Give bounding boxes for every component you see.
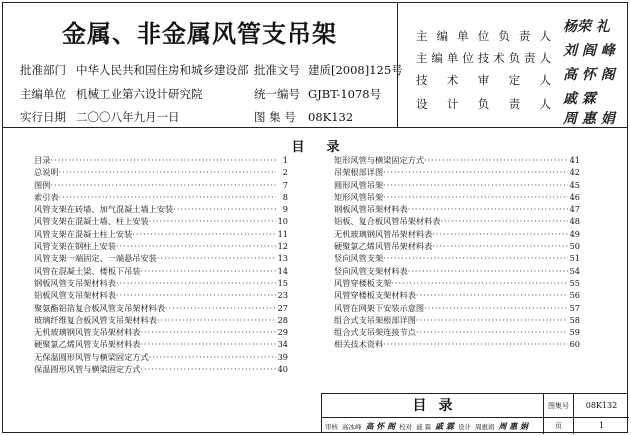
toc-item-page: 28: [277, 314, 288, 325]
responsible-role: 主编单位负责人: [416, 29, 551, 43]
toc-item[interactable]: [334, 302, 580, 314]
signature: 高 怀 阁: [563, 67, 615, 83]
toc-item[interactable]: [34, 351, 288, 363]
toc-item-page: 2: [282, 167, 288, 178]
toc-leader-dots: [383, 191, 567, 203]
toc-leader-dots: [383, 252, 567, 264]
signature: 周 惠 娟: [563, 111, 615, 127]
responsible-role: 主编单位技术负责人: [416, 51, 551, 65]
toc-item-page: 11: [277, 228, 288, 239]
title-block-signature: 戚 霖: [435, 421, 454, 431]
toc-leader-dots: [59, 166, 276, 178]
toc-item-page: 54: [569, 265, 580, 276]
signature: 戚 霖: [563, 91, 596, 107]
toc-leader-dots: [140, 326, 275, 338]
toc-item[interactable]: [334, 179, 580, 191]
effective-label: 实行日期: [20, 110, 66, 124]
toc-item-title: 风管支架在混凝土柱上安装: [34, 228, 133, 239]
editor: 机械工业第六设计研究院: [76, 87, 203, 101]
header-info-panel: [2, 2, 403, 128]
toc-item[interactable]: [334, 154, 580, 166]
toc-item[interactable]: [34, 314, 288, 326]
responsible-panel: [398, 2, 628, 128]
title-block-signature: 周 惠 娟: [498, 421, 529, 431]
toc-item-page: 57: [569, 302, 580, 313]
title-block-signature: 高 怀 阁: [365, 421, 396, 431]
toc-item[interactable]: [334, 215, 580, 227]
toc-item-title: 钢板风管吊架材料表: [334, 204, 408, 215]
toc-item-title: 矩形风管吊架: [334, 191, 384, 202]
atlas-title: 金属、非金属风管支吊架: [62, 20, 337, 48]
toc-item-page: 9: [282, 204, 288, 215]
toc-item-page: 51: [569, 253, 580, 264]
title-block-page-label: 页: [544, 418, 574, 434]
title-block: [321, 393, 628, 433]
toc-item-title: 风管穿楼板支架: [334, 277, 392, 288]
signature: 刘 阎 峰: [563, 43, 615, 59]
toc-item-page: 42: [569, 167, 580, 178]
toc-leader-dots: [383, 179, 567, 191]
toc-item[interactable]: [34, 166, 288, 178]
responsible-role: 设计负责人: [416, 97, 551, 111]
toc-item-page: 59: [569, 327, 580, 338]
toc-item-page: 27: [277, 302, 288, 313]
toc-item[interactable]: [334, 166, 580, 178]
toc-item[interactable]: [34, 215, 288, 227]
toc-leader-dots: [116, 240, 276, 252]
approval-dept: 中华人民共和国住房和城乡建设部: [76, 63, 249, 77]
title-block-atlas-no: 08K132: [574, 394, 629, 418]
title-block-signatures: [322, 418, 544, 434]
toc-item-title: 铝板风管支吊架材料表: [34, 290, 116, 301]
toc-left-column: [34, 154, 288, 375]
toc-item-page: 48: [569, 216, 580, 227]
toc-leader-dots: [132, 228, 275, 240]
toc-item-title: 风管支架一端固定、一端悬吊安装: [34, 253, 157, 264]
toc-item-title: 矩形风管与横梁固定方式: [334, 155, 425, 165]
toc-item-title: 圆形风管吊架: [334, 179, 384, 190]
toc-item[interactable]: [34, 154, 288, 166]
toc-item-title: 风管支架在钢柱上安装: [34, 241, 116, 252]
unified-no-label: 统一编号: [254, 87, 300, 101]
toc-item-title: 总说明: [34, 167, 59, 178]
toc-item-page: 46: [569, 191, 580, 202]
unified-no: GJBT-1078号: [308, 87, 382, 101]
toc-leader-dots: [440, 215, 567, 227]
toc-item[interactable]: [334, 289, 580, 301]
toc-item-title: 目录: [34, 155, 51, 165]
title-block-title: 目录: [322, 394, 544, 418]
title-block-person: 周惠娟: [474, 423, 495, 431]
title-block-role-label: 校对: [399, 423, 413, 431]
toc-item-page: 55: [569, 277, 580, 288]
atlas-no-label: 图 集 号: [254, 110, 296, 124]
toc-leader-dots: [140, 265, 275, 277]
toc-item[interactable]: [34, 179, 288, 191]
toc-item[interactable]: [334, 228, 580, 240]
toc-item[interactable]: [334, 203, 580, 215]
effective-date: 二〇〇八年九月一日: [76, 110, 180, 124]
toc-item[interactable]: [34, 191, 288, 203]
toc-leader-dots: [408, 203, 568, 215]
toc-item-page: 34: [277, 339, 288, 350]
title-block-person: 戚 霖: [416, 423, 432, 431]
toc-item[interactable]: [334, 314, 580, 326]
toc-leader-dots: [432, 240, 567, 252]
toc-item[interactable]: [334, 277, 580, 289]
toc-item-page: 12: [277, 241, 288, 252]
toc-item[interactable]: [34, 363, 288, 375]
toc-item-page: 45: [569, 179, 580, 190]
title-block-person: 高冰峰: [342, 423, 362, 431]
title-block-page: 1: [598, 421, 605, 430]
toc-leader-dots: [50, 179, 276, 191]
toc-item-title: 图例: [34, 179, 51, 190]
toc-leader-dots: [140, 338, 275, 350]
toc-item-title: 无保温圆形风管与横梁固定方式: [34, 351, 149, 362]
toc-leader-dots: [432, 228, 567, 240]
atlas-no: 08K132: [308, 110, 354, 124]
approval-no-label: 批准文号: [254, 63, 300, 77]
toc-item-page: 29: [277, 327, 288, 338]
toc-heading: 目录: [291, 140, 362, 155]
approval-dept-label: 批准部门: [20, 63, 66, 77]
toc-item[interactable]: [34, 265, 288, 277]
toc-item[interactable]: [34, 326, 288, 338]
toc-item-page: 14: [277, 265, 288, 276]
approval-no: 建质[2008]125号: [308, 63, 403, 77]
toc-leader-dots: [149, 215, 276, 227]
toc-leader-dots: [157, 252, 276, 264]
title-block-role-label: 审核: [325, 423, 338, 431]
toc-item[interactable]: [34, 338, 288, 350]
toc-leader-dots: [116, 277, 276, 289]
effective-row: [20, 109, 353, 125]
toc-leader-dots: [59, 191, 276, 203]
toc-item-page: 58: [569, 314, 580, 325]
toc-item[interactable]: [334, 326, 580, 338]
toc-item[interactable]: [34, 252, 288, 264]
toc-item-title: 相关技术资料: [334, 339, 384, 350]
toc-item[interactable]: [334, 252, 580, 264]
approval-row: [20, 62, 403, 78]
editor-label: 主编单位: [20, 87, 66, 101]
toc-item-title: 玻璃纤维复合板风管支吊架材料表: [34, 314, 157, 325]
toc-item-page: 7: [282, 179, 288, 190]
toc-item-title: 竖向风管支架材料表: [334, 265, 408, 276]
toc-leader-dots: [116, 289, 276, 301]
toc-right-column: [334, 154, 580, 351]
toc-item[interactable]: [334, 265, 580, 277]
toc-leader-dots: [173, 203, 276, 215]
toc-leader-dots: [416, 289, 568, 301]
toc-item[interactable]: [34, 277, 288, 289]
toc-item[interactable]: [34, 228, 288, 240]
toc-item-page: 8: [282, 191, 288, 202]
toc-item-page: 13: [277, 253, 288, 264]
toc-leader-dots: [383, 338, 567, 350]
title-block-atlas-label: 图集号: [544, 394, 574, 418]
toc-item-title: 竖向风管支架: [334, 253, 384, 264]
toc-item-title: 风管支架在混凝土墙、柱上安装: [34, 216, 149, 227]
toc-item-title: 无机玻璃钢风管支吊架材料表: [34, 327, 141, 338]
toc-item[interactable]: [334, 191, 580, 203]
responsible-role: 技术审定人: [416, 73, 551, 87]
toc-item[interactable]: [334, 240, 580, 252]
toc-item-title: 吊架根部详图: [334, 167, 384, 178]
toc-item-title: 硬聚氯乙烯风管吊架材料表: [334, 241, 433, 252]
toc-leader-dots: [424, 154, 568, 166]
toc-item-title: 钢板风管支吊架材料表: [34, 277, 116, 288]
toc-item-title: 风管在网架下安装示意图: [334, 302, 425, 313]
toc-leader-dots: [391, 277, 567, 289]
toc-leader-dots: [149, 351, 276, 363]
toc-item-title: 硬聚氯乙烯风管支吊架材料表: [34, 339, 141, 350]
toc-item-title: 风管穿楼板支架材料表: [334, 290, 416, 301]
toc-item-title: 保温圆形风管与横梁固定方式: [34, 364, 141, 375]
toc-item-title: 风管支架在砖墙、加气混凝土墙上安装: [34, 204, 174, 215]
toc-item-page: 40: [277, 364, 288, 375]
toc-item-page: 15: [277, 277, 288, 288]
toc-leader-dots: [165, 302, 276, 314]
editor-row: [20, 86, 381, 102]
toc-leader-dots: [50, 154, 276, 166]
toc-item[interactable]: [34, 203, 288, 215]
toc-item-page: 50: [569, 241, 580, 252]
toc-item-page: 41: [569, 155, 580, 165]
toc-item-title: 索引表: [34, 191, 59, 202]
toc-item-page: 56: [569, 290, 580, 301]
toc-item-title: 无机玻璃钢风管吊架材料表: [334, 228, 433, 239]
toc-item-page: 49: [569, 228, 580, 239]
toc-item-title: 风管在混凝土梁、楼板下吊装: [34, 265, 141, 276]
toc-item-page: 47: [569, 204, 580, 215]
toc-leader-dots: [424, 302, 568, 314]
toc-item-title: 组合式支吊架连接节点: [334, 327, 416, 338]
toc-leader-dots: [416, 326, 568, 338]
signature: 杨荣 礼: [563, 19, 610, 35]
toc-item-page: 60: [569, 339, 580, 350]
toc-leader-dots: [383, 166, 567, 178]
toc-item-page: 23: [277, 290, 288, 301]
toc-leader-dots: [408, 265, 568, 277]
toc-item[interactable]: [34, 289, 288, 301]
title-block-role-label: 设计: [457, 423, 471, 431]
toc-leader-dots: [157, 314, 276, 326]
toc-item[interactable]: [34, 302, 288, 314]
toc-leader-dots: [416, 314, 568, 326]
toc-item[interactable]: [34, 240, 288, 252]
toc-leader-dots: [140, 363, 275, 375]
toc-item-title: 组合式支吊架根部详图: [334, 314, 416, 325]
toc-item-page: 10: [277, 216, 288, 227]
toc-item-page: 1: [282, 155, 288, 165]
toc-item-page: 39: [277, 351, 288, 362]
toc-item[interactable]: [334, 338, 580, 350]
toc-item-title: 聚氨酯铝箔复合板风管支吊架材料表: [34, 302, 166, 313]
toc-item-title: 铝板、复合板风管吊架材料表: [334, 216, 441, 227]
